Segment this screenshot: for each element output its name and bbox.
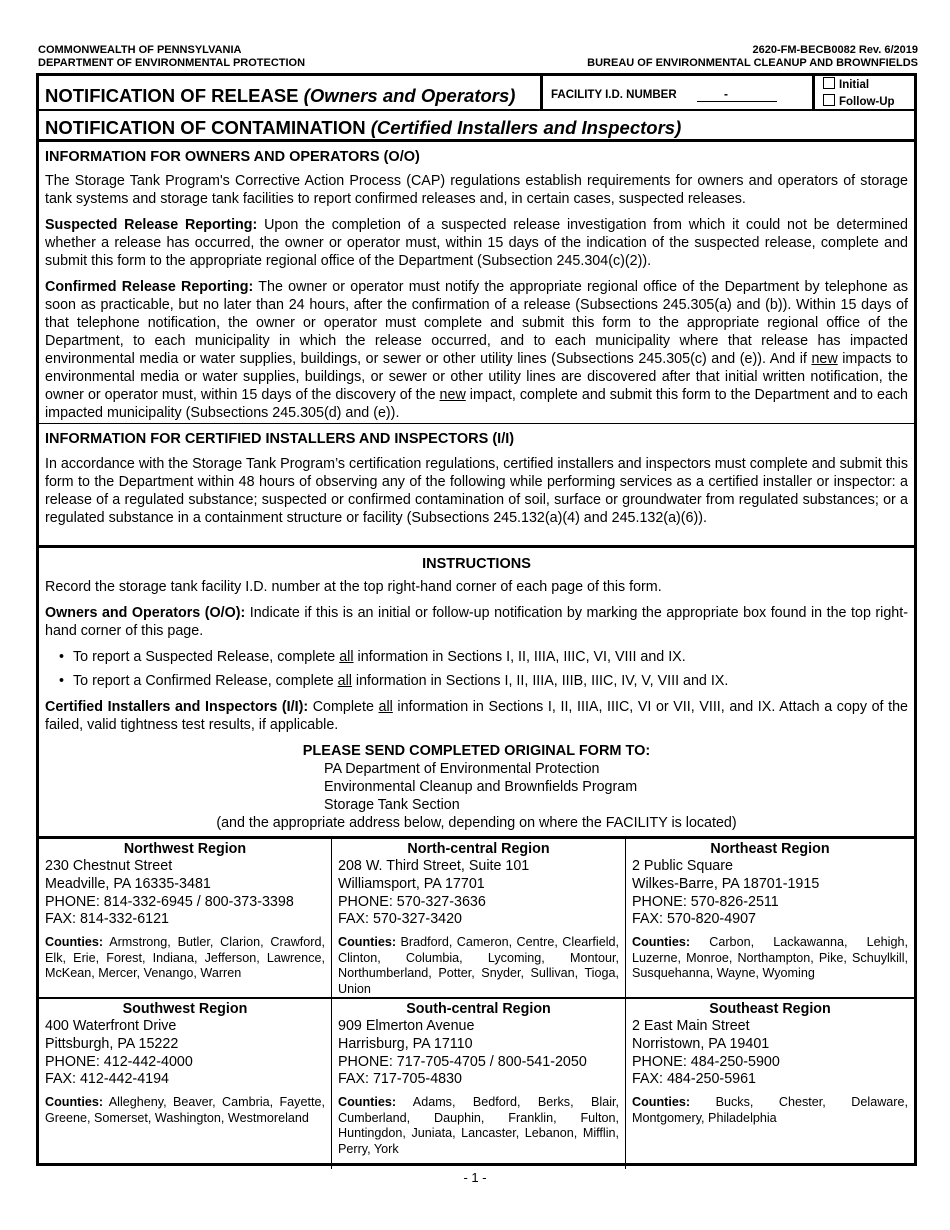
owners-operators-section — [39, 142, 914, 424]
initial-checkbox-row[interactable] — [823, 77, 869, 91]
region-phone: PHONE: 570-327-3636 — [338, 893, 486, 910]
send-heading: PLEASE SEND COMPLETED ORIGINAL FORM TO: — [302, 743, 651, 759]
region-city: Pittsburgh, PA 15222 — [45, 1035, 179, 1052]
region-counties — [39, 935, 331, 982]
region-northwest — [39, 841, 331, 982]
region-fax: FAX: 570-820-4907 — [632, 911, 756, 928]
send-line-1: PA Department of Environmental Protection — [324, 761, 600, 777]
form-number: 2620-FM-BECB0082 Rev. 6/2019 — [752, 44, 918, 56]
region-phone: PHONE: 484-250-5900 — [632, 1053, 780, 1070]
row-divider — [39, 997, 914, 999]
initial-checkbox[interactable] — [823, 77, 835, 89]
ii-text: In accordance with the Storage Tank Program’s certification regulations, certified installers and inspectors must complete and submit this form to the Department within 48 hours of observing any of the following while performing services as a certified installer or inspector: a release of a regulated substance; suspected or confirmed contamination of soil, surface or groundwater from regulated substances; or a regulated substance in a containment structure or facility (Subsections 245.132(a)(4) and 245.132(a)(6)). — [45, 456, 908, 526]
page-number: - 1 - — [463, 1170, 487, 1185]
instructions-ii — [39, 698, 914, 734]
title-contamination — [45, 117, 681, 139]
region-phone: PHONE: 412-442-4000 — [45, 1053, 193, 1070]
instructions-line1: Record the storage tank facility I.D. number at the top right-hand corner of each page of this form. — [45, 579, 662, 595]
region-phone: PHONE: 814-332-6945 / 800-373-3398 — [45, 893, 294, 910]
region-fax: FAX: 484-250-5961 — [632, 1071, 756, 1088]
title-release-sub: (Owners and Operators) — [303, 85, 516, 106]
followup-checkbox[interactable] — [823, 94, 835, 106]
region-counties — [332, 1095, 625, 1157]
followup-checkbox-row[interactable] — [823, 94, 895, 108]
bullet-suspected-all: all — [339, 649, 354, 665]
counties-label: Counties: — [45, 1095, 104, 1110]
oo-intro: The Storage Tank Program's Corrective Action Process (CAP) regulations establish requirements for owners and operators of storage tank systems and storage tank facilities to report confirmed releases and, in certain cases, suspected releases. — [45, 173, 908, 207]
bullet-suspected-b: information in Sections I, II, IIIA, IIIC, VI, VIII and IX. — [353, 649, 686, 665]
counties-list: Armstrong, Butler, Clarion, Crawford, Elk, Erie, Forest, Indiana, Jefferson, Lawrence, McKean, Mercer, Venango, Warren — [45, 935, 325, 981]
confirmed-text-3: impact, complete and submit this form to the Department and to each impacted municipality (Subsections 245.305(d) and (e)). — [45, 387, 908, 421]
region-fax: FAX: 717-705-4830 — [338, 1071, 462, 1088]
title-contamination-sub: (Certified Installers and Inspectors) — [370, 117, 682, 138]
region-street: 230 Chestnut Street — [45, 858, 173, 874]
region-counties — [626, 935, 914, 982]
confirmed-new-1: new — [811, 351, 838, 367]
instructions-ii-text-b: information in Sections I, II, IIIA, IIIC, VI or VII, VIII, and IX. Attach a copy of the failed, valid tightness test results, if applicable. — [45, 699, 909, 733]
instructions-ii-all: all — [378, 699, 393, 715]
region-name: Northeast Region — [710, 841, 830, 857]
title-release-main: NOTIFICATION OF RELEASE — [45, 85, 304, 106]
send-line-4: (and the appropriate address below, depending on where the FACILITY is located) — [216, 815, 737, 831]
oo-heading: INFORMATION FOR OWNERS AND OPERATORS (O/O) — [45, 149, 420, 165]
region-city: Wilkes-Barre, PA 18701-1915 — [632, 875, 820, 892]
counties-label: Counties: — [632, 1095, 691, 1110]
facility-id-box — [540, 76, 815, 111]
region-street: 2 Public Square — [632, 858, 733, 874]
title-release-row — [39, 76, 914, 111]
confirmed-new-2: new — [439, 387, 466, 403]
counties-label: Counties: — [45, 935, 104, 950]
region-counties — [39, 1095, 331, 1126]
initial-label: Initial — [839, 79, 870, 91]
instructions-section — [39, 548, 914, 838]
bullet-confirmed-a: To report a Confirmed Release, complete — [73, 673, 338, 689]
suspected-release-text: Upon the completion of a suspected release investigation from which it could not be determined whether a release has occurred, the owner or operator must, within 15 days of the indication of the suspected release, complete and submit this form to the appropriate regional office of the Department (Subsection 245.304(c)(2)). — [45, 217, 908, 269]
title-release — [45, 85, 515, 107]
facility-id-field[interactable] — [697, 101, 777, 102]
region-city: Williamsport, PA 17701 — [338, 875, 485, 892]
region-name: Southwest Region — [122, 1001, 248, 1017]
facility-id-label: FACILITY I.D. NUMBER — [551, 89, 677, 101]
counties-label: Counties: — [338, 1095, 397, 1110]
counties-list: Carbon, Lackawanna, Lehigh, Luzerne, Monroe, Northampton, Pike, Schuylkill, Susquehanna, Wayne, Wyoming — [632, 935, 908, 981]
counties-list: Allegheny, Beaver, Cambria, Fayette, Greene, Somerset, Washington, Westmoreland — [45, 1095, 325, 1125]
region-name: South-central Region — [406, 1001, 551, 1017]
instructions-oo-label: Owners and Operators (O/O): — [45, 605, 246, 621]
bureau-name: BUREAU OF ENVIRONMENTAL CLEANUP AND BROWNFIELDS — [587, 57, 918, 69]
region-name: Northwest Region — [123, 841, 247, 857]
region-phone: PHONE: 717-705-4705 / 800-541-2050 — [338, 1053, 587, 1070]
title-contamination-row — [39, 111, 914, 142]
installers-inspectors-section — [39, 424, 914, 548]
region-fax: FAX: 570-327-3420 — [338, 911, 462, 928]
region-street: 2 East Main Street — [632, 1018, 750, 1034]
instructions-heading: INSTRUCTIONS — [422, 556, 531, 572]
counties-label: Counties: — [338, 935, 397, 950]
confirmed-text-1: The owner or operator must notify the appropriate regional office of the Department by telephone as soon as practicable, but no later than 24 hours, after the confirmation of a release (Subsections 245.305(a) and (b)). Within 15 days of that telephone notification, the owner or operator must complete and submit this form to the appropriate regional office of the Department, to each municipality in which the release occurred, and to each municipality where that release has impacted environmental media or water supplies, buildings, or sewer or other utility lines (Subsections 245.305(c) and (e)). And if — [45, 279, 908, 367]
counties-label: Counties: — [632, 935, 691, 950]
region-name: North-central Region — [407, 841, 550, 857]
instructions-oo — [39, 604, 914, 640]
region-city: Norristown, PA 19401 — [632, 1035, 770, 1052]
region-city: Harrisburg, PA 17110 — [338, 1035, 473, 1052]
department-name: DEPARTMENT OF ENVIRONMENTAL PROTECTION — [38, 57, 306, 69]
counties-list: Adams, Bedford, Berks, Blair, Cumberland, Dauphin, Franklin, Fulton, Huntingdon, Juniata, Lancaster, Lebanon, Mifflin, Perry, York — [338, 1095, 619, 1156]
region-phone: PHONE: 570-826-2511 — [632, 893, 779, 910]
followup-label: Follow-Up — [839, 96, 895, 108]
send-line-2: Environmental Cleanup and Brownfields Program — [324, 779, 638, 795]
confirmed-release-paragraph — [39, 278, 914, 422]
agency-name: COMMONWEALTH OF PENNSYLVANIA — [38, 44, 242, 56]
region-fax: FAX: 412-442-4194 — [45, 1071, 169, 1088]
ii-heading: INFORMATION FOR CERTIFIED INSTALLERS AND INSPECTORS (I/I) — [45, 431, 515, 447]
region-street: 208 W. Third Street, Suite 101 — [338, 858, 530, 874]
regional-offices-grid — [39, 836, 914, 1169]
bullet-confirmed — [39, 672, 914, 690]
facility-id-separator: - — [724, 87, 728, 101]
bullet-icon: • — [59, 649, 65, 665]
counties-list: Bucks, Chester, Delaware, Montgomery, Philadelphia — [632, 1095, 908, 1125]
region-southwest — [39, 1001, 331, 1126]
region-name: Southeast Region — [709, 1001, 831, 1017]
form-frame — [36, 73, 917, 1166]
confirmed-text-2: impacts to environmental media or water supplies, buildings, or sewer or other utility lines are discovered after that initial written notification, the owner or operator must, within 15 days of the discovery of the — [45, 351, 909, 403]
bullet-suspected-a: To report a Suspected Release, complete — [73, 649, 340, 665]
counties-list: Bradford, Cameron, Centre, Clearfield, Clinton, Columbia, Lycoming, Montour, Northumberland, Potter, Snyder, Sullivan, Tioga, Union — [338, 935, 619, 996]
instructions-oo-text: Indicate if this is an initial or follow-up notification by marking the appropriate box found in the top right-hand corner of this page. — [45, 605, 908, 639]
region-counties — [332, 935, 625, 997]
instructions-ii-text-a: Complete — [308, 699, 379, 715]
region-northeast — [626, 841, 914, 982]
suspected-release-label: Suspected Release Reporting: — [45, 217, 258, 233]
region-southeast — [626, 1001, 914, 1126]
suspected-release-paragraph — [39, 216, 914, 270]
region-street: 400 Waterfront Drive — [45, 1018, 177, 1034]
region-city: Meadville, PA 16335-3481 — [45, 875, 211, 892]
region-north-central — [332, 841, 625, 997]
region-fax: FAX: 814-332-6121 — [45, 911, 169, 928]
bullet-icon: • — [59, 673, 65, 689]
bullet-confirmed-b: information in Sections I, II, IIIA, IIIB, IIIC, IV, V, VIII and IX. — [351, 673, 729, 689]
bullet-suspected — [39, 648, 914, 666]
title-contamination-main: NOTIFICATION OF CONTAMINATION — [45, 117, 371, 138]
send-line-3: Storage Tank Section — [324, 797, 460, 813]
bullet-confirmed-all: all — [337, 673, 352, 689]
region-counties — [626, 1095, 914, 1126]
region-south-central — [332, 1001, 625, 1157]
send-address — [39, 760, 914, 814]
region-street: 909 Elmerton Avenue — [338, 1018, 475, 1034]
instructions-ii-label: Certified Installers and Inspectors (I/I): — [45, 699, 309, 715]
confirmed-release-label: Confirmed Release Reporting: — [45, 279, 254, 295]
